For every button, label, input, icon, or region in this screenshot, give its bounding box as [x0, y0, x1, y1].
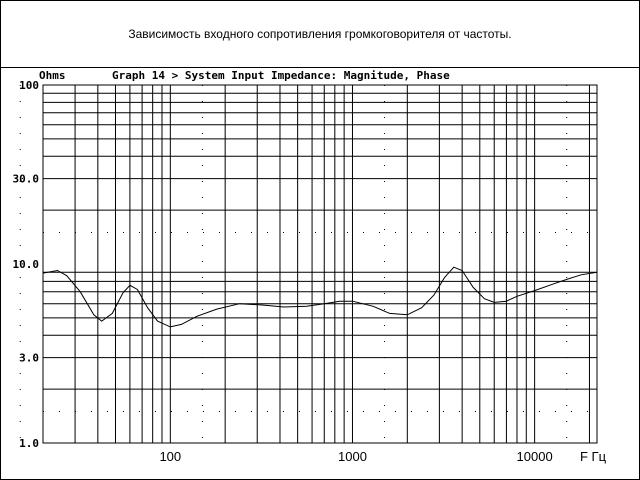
x-tick-label: 10000 [516, 449, 553, 464]
chart-title: Graph 14 > System Input Impedance: Magnitude, Phase [112, 69, 450, 82]
impedance-chart [0, 67, 640, 480]
chart-caption: Зависимость входного сопротивления громкоговорителя от частоты. [1, 1, 639, 68]
y-tick-label: 30.0 [12, 172, 39, 186]
grid [20, 85, 597, 443]
y-tick-labels [13, 79, 40, 450]
x-tick-labels [159, 449, 552, 464]
x-tick-label: 1000 [338, 449, 367, 464]
y-tick-label: 100 [19, 79, 39, 92]
x-tick-label: 100 [159, 449, 182, 464]
y-tick-label: 1.0 [19, 437, 39, 450]
x-axis-label: F Гц [580, 449, 607, 464]
y-tick-label: 10.0 [12, 258, 39, 271]
y-tick-label: 3.0 [19, 351, 39, 365]
y-axis-label: Ohms [39, 69, 66, 82]
